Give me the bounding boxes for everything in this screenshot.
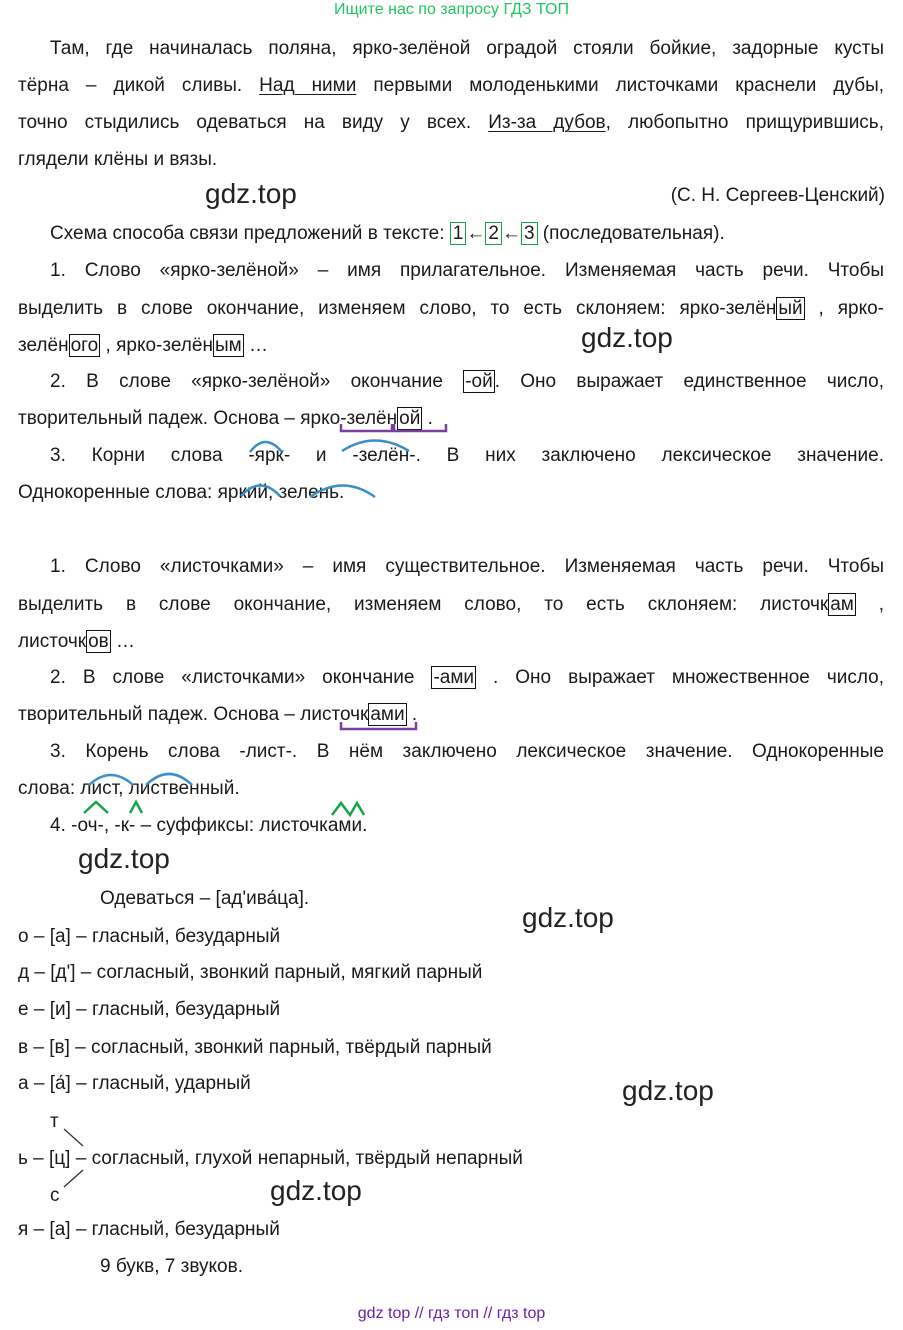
sentence-2-box: 2 xyxy=(485,222,502,245)
watermark: gdz.top xyxy=(78,843,170,874)
w2-p1-line1: 1. Слово «листочками» – имя существительное. Изменяемая часть речи. Чтобы xyxy=(50,556,884,577)
ending-box: ый xyxy=(778,298,803,319)
w1-p2-line2: творительный падеж. Основа – ярко-зелён ой . xyxy=(18,408,433,429)
merge-line xyxy=(64,1129,83,1146)
w2-p3-line2: слова: лист, лиственный. xyxy=(18,778,240,799)
w2-p2-line2: творительный падеж. Основа – листочк ами . xyxy=(18,704,418,725)
w2-p1-line2: выделить в слове окончание, изменяем слово, то есть склоняем: листочк ам , xyxy=(18,594,884,615)
phonetic-row: е – [и] – гласный, безударный xyxy=(18,999,281,1020)
watermark: gdz.top xyxy=(205,178,297,209)
stem: листочк xyxy=(300,704,369,725)
w1-p1-line2: выделить в слове окончание, изменяем слово, то есть склоняем: ярко-зелён ый , ярко- xyxy=(18,298,884,319)
underlined-phrase-nad-nimi: Над ними xyxy=(259,75,357,96)
w1-p2-line1: 2. В слове «ярко-зелёной» окончание -ой . Оно выражает единственное число, xyxy=(50,371,884,392)
suffix-mark xyxy=(130,802,142,813)
watermark: gdz.top xyxy=(270,1175,362,1206)
text-line-2: тёрна – дикой сливы. Над ними первыми молоденькими листочками краснели дубы, xyxy=(18,75,885,96)
phonetic-row: д – [д'] – согласный, звонкий парный, мягкий парный xyxy=(18,962,483,983)
author-citation: (С. Н. Сергеев-Ценский) xyxy=(670,185,885,206)
watermark: gdz.top xyxy=(581,322,673,353)
suffix-mark xyxy=(84,802,108,813)
w2-p4-line: 4. -оч-, -к- – суффиксы: листочками. xyxy=(50,815,368,836)
phonetic-row: в – [в] – согласный, звонкий парный, твёрдый парный xyxy=(18,1037,492,1058)
stem: ярко-зелён xyxy=(300,408,398,429)
suffix-mark xyxy=(332,803,364,815)
w1-p3-line2: Однокоренные слова: яркий, зелень. xyxy=(18,482,345,503)
ending-box: ым xyxy=(214,335,242,356)
letter-t: т xyxy=(50,1111,59,1132)
ending-box: ам xyxy=(830,594,854,615)
merge-line xyxy=(64,1170,83,1187)
text-line-3: точно стыдились одеваться на виду у всех. Из-за дубов, любопытно прищурившись, xyxy=(18,112,884,133)
w1-p3-line1: 3. Корни слова -ярк- и -зелён-. В них заключено лексическое значение. xyxy=(50,445,884,466)
phonetic-row: а – [а́] – гласный, ударный xyxy=(18,1073,251,1094)
watermark: gdz.top xyxy=(622,1075,714,1106)
text-line-4: глядели клёны и вязы. xyxy=(18,149,218,170)
text-line-1: Там, где начиналась поляна, ярко-зелёной оградой стояли бойкие, задорные кусты xyxy=(50,38,884,59)
sentence-1-box: 1 xyxy=(450,222,467,245)
ending-box: ами xyxy=(370,704,405,725)
underlined-phrase-iz-za-dubov: Из-за дубов xyxy=(488,112,606,133)
w1-p1-line3: зелён ого , ярко-зелён ым … xyxy=(18,335,268,356)
w2-p1-line3: листочк ов … xyxy=(18,631,136,652)
letter-s: с xyxy=(50,1185,60,1206)
ending-box: ой xyxy=(399,408,421,429)
phonetic-row: о – [а] – гласный, безударный xyxy=(18,926,281,947)
ending-box: -ами xyxy=(433,667,475,688)
w2-p2-line1: 2. В слове «листочками» окончание -ами . Оно выражает множественное число, xyxy=(50,667,885,688)
phonetic-row: я – [а] – гласный, безударный xyxy=(18,1219,280,1240)
phonetic-title: Одеваться – [ад'ива́ца]. xyxy=(100,888,310,909)
ending-box: ов xyxy=(88,631,109,652)
w1-p1-line1: 1. Слово «ярко-зелёной» – имя прилагательное. Изменяемая часть речи. Чтобы xyxy=(50,260,884,281)
ending-box: ого xyxy=(70,335,99,356)
w2-p3-line1: 3. Корень слова -лист-. В нём заключено лексическое значение. Однокоренные xyxy=(50,741,884,762)
scheme-line: Схема способа связи предложений в тексте: 1 ← 2 ← 3 (последовательная). xyxy=(50,223,725,244)
watermark: gdz.top xyxy=(522,902,614,933)
ending-box: -ой xyxy=(465,371,493,392)
sentence-3-box: 3 xyxy=(521,222,538,245)
footer-links[interactable]: gdz top // гдз топ // гдз top xyxy=(357,1305,546,1322)
phonetic-row: ь – [ц] – согласный, глухой непарный, твёрдый непарный xyxy=(18,1148,523,1169)
letter-sound-summary: 9 букв, 7 звуков. xyxy=(100,1256,243,1277)
search-banner[interactable]: Ищите нас по запросу ГДЗ ТОП xyxy=(334,1,569,18)
